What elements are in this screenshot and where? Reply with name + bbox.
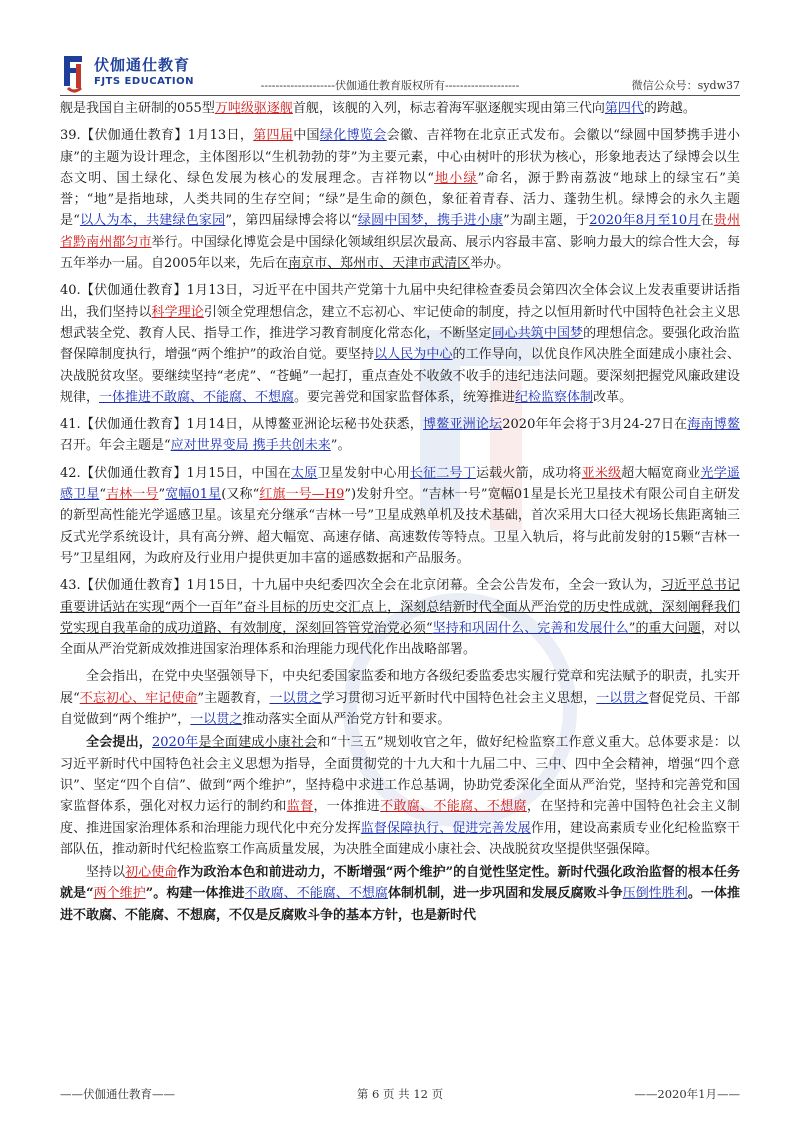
paragraph-p39 xyxy=(60,125,740,274)
highlight-text: 习近平总书记重要讲话站在实现“两个一百年”奋斗目标的历史交汇点上，深刻总结新时代全面从严治党的历史性成就，深刻阐释我们党实现自我革命的成功道路、有效制度，深刻回答管党治党必须“ xyxy=(60,578,740,636)
body-text: ，一体推进 xyxy=(313,799,381,815)
body-text: 全会指出，在党中央坚强领导下，中央纪委国家监委和地方各级纪委监委忠实履行党章和宪法赋予的职责，扎实开展“ xyxy=(60,669,740,706)
body-text: 作用，建设高素质专业化纪检监察干部队伍，推动新时代纪检监察工作高质量发展，为决胜全面建成小康社会、决战脱贫攻坚提供坚强保障。 xyxy=(60,820,740,857)
highlight-text: 贵州省黔南州都匀市 xyxy=(60,213,740,250)
document-body xyxy=(60,98,740,928)
body-text: 会徽、吉祥物在北京正式发布。会徽以“绿圆中国梦携手进小康”的主题为设计理念，主体图形以“生机勃勃的芽”为主要元素，中心由树叶的形状为核心，形象地表达了绿博会以生态文明、国土绿化、绿色发展为核心的发展理念。吉祥物以“ xyxy=(60,128,740,186)
highlight-text: 绿化博览会 xyxy=(319,128,387,144)
highlight-text: 宽幅01星 xyxy=(165,487,222,503)
paragraph-p38-cont xyxy=(60,98,740,119)
highlight-text: 南京市、郑州市、天津市武清区 xyxy=(288,256,471,272)
highlight-text: 光学遥感卫星 xyxy=(60,465,740,503)
footer-date: ——2020年1月—— xyxy=(634,1087,740,1101)
body-text: 召开。年会主题是“ xyxy=(60,438,171,454)
body-text: 41.【伏伽通仕教育】1月14日，从博鳌亚洲论坛秘书处获悉， xyxy=(60,417,424,433)
highlight-text: 第四届 xyxy=(253,128,294,144)
header-divider xyxy=(60,95,740,96)
body-text: 的工作导向，以优良作风决胜全面建成小康社会、决战脱贫攻坚。要继续坚持“老虎”、“苍蝇”一起打，重点查处不收敛不收手的违纪违法问题。要深刻把握党风廉政建设规律， xyxy=(60,347,740,405)
highlight-text: 以人民为中心 xyxy=(374,347,453,363)
highlight-text: 是全面建成小康社会 xyxy=(198,735,318,751)
body-text: 舰是我国自主研制的055型 xyxy=(60,101,215,116)
highlight-text: 一以贯之 xyxy=(596,690,649,706)
paragraph-p41 xyxy=(60,414,740,457)
highlight-text: 2020年8月至10月 xyxy=(589,213,701,229)
highlight-text: 监督 xyxy=(286,799,314,815)
body-text: ，在坚持和完善中国特色社会主义制度、推进国家治理体系和治理能力现代化中充分发挥 xyxy=(60,799,740,836)
body-text: 坚持以 xyxy=(86,865,126,881)
highlight-text: 万吨级驱逐舰 xyxy=(214,101,293,116)
highlight-text: ”的重大问题 xyxy=(628,620,701,636)
highlight-text: 第四代 xyxy=(604,101,644,116)
page-number: 第 6 页 共 12 页 xyxy=(356,1087,444,1101)
body-text: ”)发射升空。“吉林一号”宽幅01星是长光卫星技术有限公司自主研发的新型高性能光学遥感卫星。该星充分继承“吉林一号”卫星成熟单机及技术基础，首次采用大口径大视场长焦距离轴三反式光学系统设计，具有高分辨、超大幅宽、高速存储、高速数传等特点。卫星入轨后，将与此前发射的15颗“吉林一号”卫星组网，为政府及行业用户提供更加丰富的遥感数据和产品服务。 xyxy=(60,487,740,566)
body-text: 的理想信念。要强化政治监督保障制度执行，增强“两个维护”的政治自觉。要坚持 xyxy=(60,325,740,363)
body-text: 在 xyxy=(700,213,714,229)
body-text: ”主题教育， xyxy=(197,690,270,706)
body-text: 和“十三五”规划收官之年，做好纪检监察工作意义重大。总体要求是：以习近平新时代中国特色社会主义思想为指导，全面贯彻党的十九大和十九届二中、三中、四中全会精神，增强“四个意识”、坚定“四个自信”、做到“两个维护”，坚持稳中求进工作总基调，协助党委深化全面从严治党，坚持和完善党和国家监督体系，强化对权力运行的制约和 xyxy=(60,735,740,815)
body-text: ，对以全面从严治党新成效推进国家治理体系和治理能力现代化作出战略部署。 xyxy=(60,620,740,658)
highlight-text: 地小绿 xyxy=(434,170,478,186)
body-text: 40.【伏伽通仕教育】1月13日，习近平在中国共产党第十九届中央纪律检查委员会第四次全体会议上发表重要讲话指出，我们坚持以 xyxy=(60,283,740,320)
highlight-text: 以人为本，共建绿色家园 xyxy=(79,213,226,229)
fjts-logo-icon xyxy=(60,50,90,94)
highlight-text: 坚持和巩固什么、完善和发展什么 xyxy=(432,620,629,636)
highlight-text: 纪检监察体制 xyxy=(515,389,594,405)
highlight-text: 。一体推进不敢腐、不能腐、不想腐，不仅是反腐败斗争的基本方针，也是新时代 xyxy=(60,886,740,923)
paragraph-p42 xyxy=(60,463,740,569)
body-text: 39.【伏伽通仕教育】1月13日， xyxy=(60,128,254,144)
footer-brand: ——伏伽通仕教育—— xyxy=(60,1087,175,1101)
brand-logo xyxy=(60,50,210,96)
body-text: ” xyxy=(158,487,166,503)
body-text: 卫星发射中心用 xyxy=(317,465,410,481)
body-text: ”，第四届绿博会将以“ xyxy=(225,213,358,229)
highlight-text: 不敢腐、不能腐、不想腐 xyxy=(244,886,388,902)
highlight-text: 压倒性胜利 xyxy=(622,886,688,902)
page-footer xyxy=(60,1086,740,1106)
highlight-text: 博鳌亚洲论坛 xyxy=(423,417,503,433)
highlight-text: 应对世界变局 携手共创未来 xyxy=(170,438,331,454)
highlight-text: 两个维护 xyxy=(93,886,146,902)
body-text: ”为副主题，于 xyxy=(503,213,590,229)
highlight-text: 长征二号丁 xyxy=(409,465,476,481)
body-text: 学习贯彻习近平新时代中国特色社会主义思想， xyxy=(321,690,597,706)
body-text: 中国 xyxy=(293,128,320,144)
body-text: ”命名，源于黔南荔波“地球上的绿宝石”美誉；“地”是指地球，人类共同的生存空间；“绿”是生命的颜色，象征着青春、活力、蓬勃生机。绿博会的永久主题是“ xyxy=(60,170,740,229)
body-text: 2020年年会将于3月24-27日在 xyxy=(502,417,688,433)
body-text: (又称“ xyxy=(221,487,260,503)
body-text: 全会提出， xyxy=(86,735,152,751)
highlight-text: 2020年 xyxy=(152,735,199,751)
highlight-text: 不敢腐、不能腐、不想腐 xyxy=(380,799,527,815)
body-text: 42.【伏伽通仕教育】1月15日，中国在 xyxy=(60,465,292,481)
logo-subtitle: FJTS EDUCATION xyxy=(94,76,195,87)
body-text: 首舰，该舰的入列，标志着海军驱逐舰实现由第三代向 xyxy=(292,101,605,116)
highlight-text: 同心共筑中国梦 xyxy=(491,325,584,341)
highlight-text: 监督保障执行、促进完善发展 xyxy=(360,820,531,836)
paragraph-p43c xyxy=(60,732,740,860)
highlight-text: ”。构建一体推进 xyxy=(145,886,245,902)
highlight-text: 不忘初心、牢记使命 xyxy=(79,690,198,706)
body-text: 举办。 xyxy=(470,256,510,272)
body-text: 超大幅宽商业 xyxy=(621,465,701,481)
body-text: 督促党员、干部自觉做到“两个维护”， xyxy=(60,690,740,728)
highlight-text: 一以贯之 xyxy=(190,712,243,728)
wechat-account: 微信公众号：sydw37 xyxy=(631,79,740,92)
body-text: 的跨越。 xyxy=(643,101,696,116)
highlight-text: 海南博鳌 xyxy=(687,417,740,433)
highlight-text: 初心使命 xyxy=(125,865,178,881)
highlight-text: 科学理论 xyxy=(151,304,204,320)
paragraph-p43d xyxy=(60,862,740,926)
body-text: 推动落实全面从严治党方针和要求。 xyxy=(242,712,451,728)
highlight-text: 绿圆中国梦，携手进小康 xyxy=(357,213,504,229)
paragraph-p43 xyxy=(60,575,740,660)
body-text: 。要完善党和国家监督体系，统筹推进 xyxy=(294,389,516,405)
copyright-notice: --------------------伏伽通仕教育版权所有-------------------- xyxy=(260,79,520,92)
highlight-text: 一体推进不敢腐、不能腐、不想腐 xyxy=(99,389,295,405)
highlight-text: 作为政治本色和前进动力，不断增强“两个维护”的自觉性坚定性。新时代强化政治监督的根本任务就是“ xyxy=(60,865,740,902)
highlight-text: 亚米级 xyxy=(581,465,622,481)
highlight-text: 体制机制，进一步巩固和发展反腐败斗争 xyxy=(387,886,623,902)
body-text: “ xyxy=(99,487,106,503)
body-text: 举行。中国绿化博览会是中国绿化领域组织层次最高、展示内容最丰富、影响力最大的综合性大会，每五年举办一届。自2005年以来，先后在 xyxy=(60,234,740,272)
body-text: 改革。 xyxy=(593,389,633,405)
body-text: 运载火箭，成功将 xyxy=(475,465,582,481)
logo-title: 伏伽通仕教育 xyxy=(94,56,191,74)
body-text: 引领全党理想信念，建立不忘初心、牢记使命的制度，持之以恒用新时代中国特色社会主义思想武装全党、教育人民、指导工作，推进学习教育制度化常态化，不断坚定 xyxy=(60,304,740,341)
paragraph-p40 xyxy=(60,280,740,408)
body-text: ”。 xyxy=(330,438,351,454)
page-header xyxy=(0,0,800,100)
highlight-text: 红旗一号—H9 xyxy=(259,487,345,503)
highlight-text: 吉林一号 xyxy=(105,487,159,503)
paragraph-p43b xyxy=(60,666,740,730)
body-text: 43.【伏伽通仕教育】1月15日，十九届中央纪委四次全会在北京闭幕。全会公告发布，全会一致认为， xyxy=(60,578,661,594)
highlight-text: 太原 xyxy=(291,465,318,481)
highlight-text: 一以贯之 xyxy=(269,690,322,706)
